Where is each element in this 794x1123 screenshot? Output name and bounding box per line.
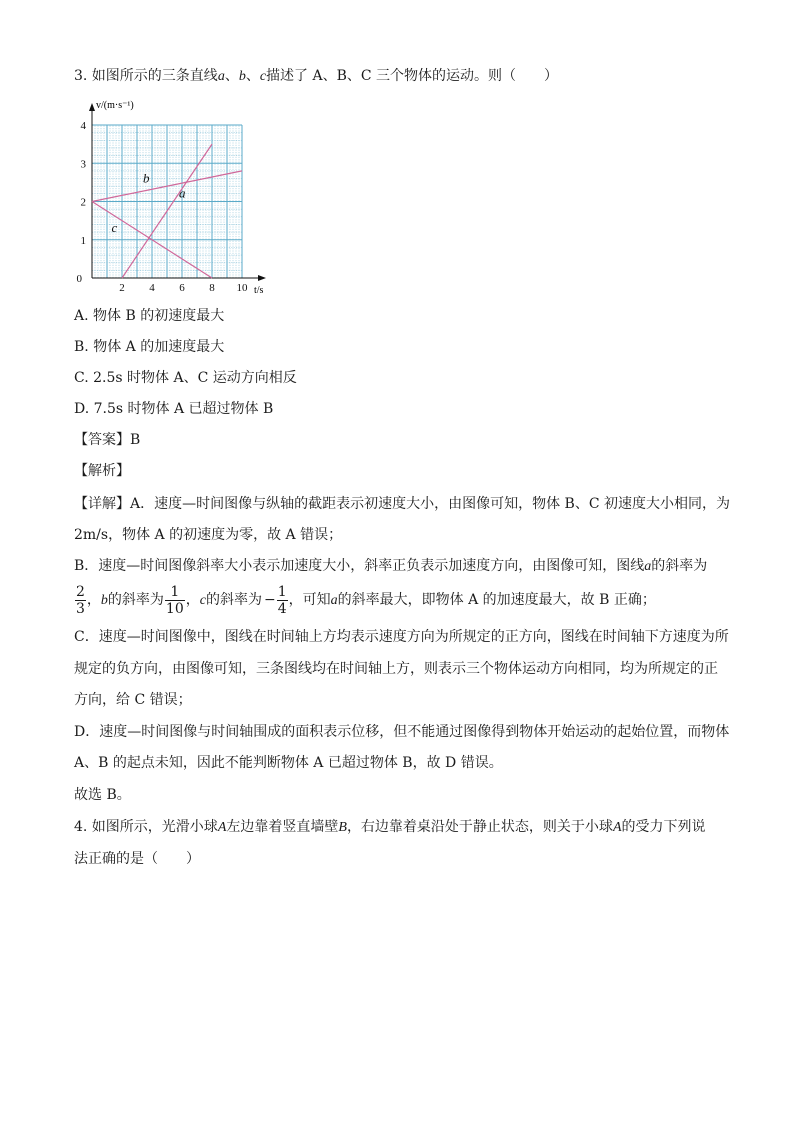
x-tick-label: 10	[236, 282, 248, 294]
fraction-2-3: $\frac{2}{3}$	[76, 583, 85, 617]
answer-tag: 【答案】	[74, 432, 130, 448]
question-4-stem-1	[74, 817, 706, 838]
explain-c-1: C．速度—时间图像中，图线在时间轴上方均表示速度方向为所规定的正方向，图线在时间轴下方速度为所	[74, 629, 729, 645]
var-A: A	[612, 820, 622, 835]
stem-sep: 、	[224, 68, 239, 84]
option-b: B. 物体 A 的加速度最大	[74, 339, 225, 355]
answer-value: B	[130, 432, 141, 448]
fraction-1-4: $\frac{1}{4}$	[277, 583, 287, 617]
x-tick-label: 4	[149, 282, 155, 294]
stem-sep: 、	[245, 68, 260, 84]
fraction-1-10: $\frac{1}{10}$	[165, 583, 184, 617]
option-a: A. 物体 B 的初速度最大	[74, 308, 225, 324]
analysis-tag: 【解析】	[74, 463, 130, 479]
explain-text: ，	[86, 592, 101, 608]
x-tick-label: 8	[209, 282, 215, 294]
explain-d-1: D．速度—时间图像与时间轴围成的面积表示位移，但不能通过图像得到物体开始运动的起始位置，而物体	[74, 724, 730, 740]
var-b: b	[100, 593, 108, 608]
stem-text: 3. 如图所示的三条直线	[74, 68, 218, 84]
explain-text: B．速度—时间图像斜率大小表示加速度大小，斜率正负表示加速度方向，由图像可知，图线	[74, 558, 645, 574]
var-b: b	[238, 69, 246, 84]
stem-text: 左边靠着竖直墙壁	[226, 819, 339, 835]
explain-text: 的斜率最大，即物体 A 的加速度最大，故 B 正确；	[337, 592, 656, 608]
x-axis-arrow	[258, 275, 266, 281]
explain-b-1	[74, 556, 707, 577]
var-c: c	[199, 593, 206, 608]
explain-c-2: 规定的负方向，由图像可知，三条图线均在时间轴上方，则表示三个物体运动方向相同，均为所规定的正	[74, 661, 718, 677]
series-label-a: a	[179, 185, 186, 201]
stem-text: ，右边靠着桌沿处于静止状态，则关于小球	[346, 819, 613, 835]
series-labels	[112, 170, 187, 235]
option-d: D. 7.5s 时物体 A 已超过物体 B	[74, 401, 274, 417]
var-a: a	[217, 69, 225, 84]
x-tick-label: 2	[119, 282, 125, 294]
conclusion: 故选 B。	[74, 787, 131, 803]
y-tick-label: 0	[76, 273, 82, 285]
y-axis-arrow	[89, 103, 95, 111]
explain-text: ，可知	[288, 592, 331, 608]
y-tick-label: 3	[80, 158, 86, 171]
var-B: B	[338, 820, 347, 835]
x-axis-label: t/s	[254, 285, 264, 296]
option-c: C. 2.5s 时物体 A、C 运动方向相反	[74, 370, 297, 386]
axes	[89, 103, 266, 281]
question-4-stem-2: 法正确的是（ ）	[74, 851, 200, 867]
answer-line	[74, 430, 140, 450]
explain-d-2: A、B 的起点未知，因此不能判断物体 A 已超过物体 B，故 D 错误。	[74, 755, 503, 771]
tick-labels	[77, 120, 249, 294]
stem-text: 描述了 A、B、C 三个物体的运动。则（ ）	[266, 68, 559, 84]
var-c: c	[259, 69, 267, 84]
explain-text: 的斜率为	[651, 558, 708, 574]
y-tick-label: 1	[80, 234, 86, 247]
var-A: A	[217, 820, 227, 835]
x-tick-label: 6	[179, 282, 185, 294]
explain-b-2	[74, 581, 656, 620]
y-tick-label: 4	[80, 120, 86, 132]
var-a: a	[644, 559, 652, 574]
series-label-b: b	[143, 170, 150, 186]
minus-sign: −	[263, 592, 276, 608]
explain-a-2: 2m/s，物体 A 的初速度为零，故 A 错误；	[74, 527, 343, 543]
explain-c-3: 方向，给 C 错误；	[74, 692, 192, 708]
y-tick-label: 2	[80, 196, 86, 209]
series-label-c: c	[111, 220, 118, 236]
y-axis-label: v/(m·s⁻¹)	[96, 100, 134, 111]
explain-text: ，	[185, 592, 200, 608]
velocity-time-chart	[74, 96, 284, 298]
explain-text: 的斜率为	[107, 592, 164, 608]
explain-a-1: 【详解】A．速度—时间图像与纵轴的截距表示初速度大小，由图像可知，物体 B、C 初速度大小相同，为	[74, 496, 731, 512]
stem-text: 4. 如图所示，光滑小球	[74, 819, 218, 835]
explain-text: 的斜率为	[205, 592, 262, 608]
var-a: a	[330, 593, 338, 608]
question-3-stem	[74, 66, 558, 87]
stem-text: 的受力下列说	[621, 819, 706, 835]
